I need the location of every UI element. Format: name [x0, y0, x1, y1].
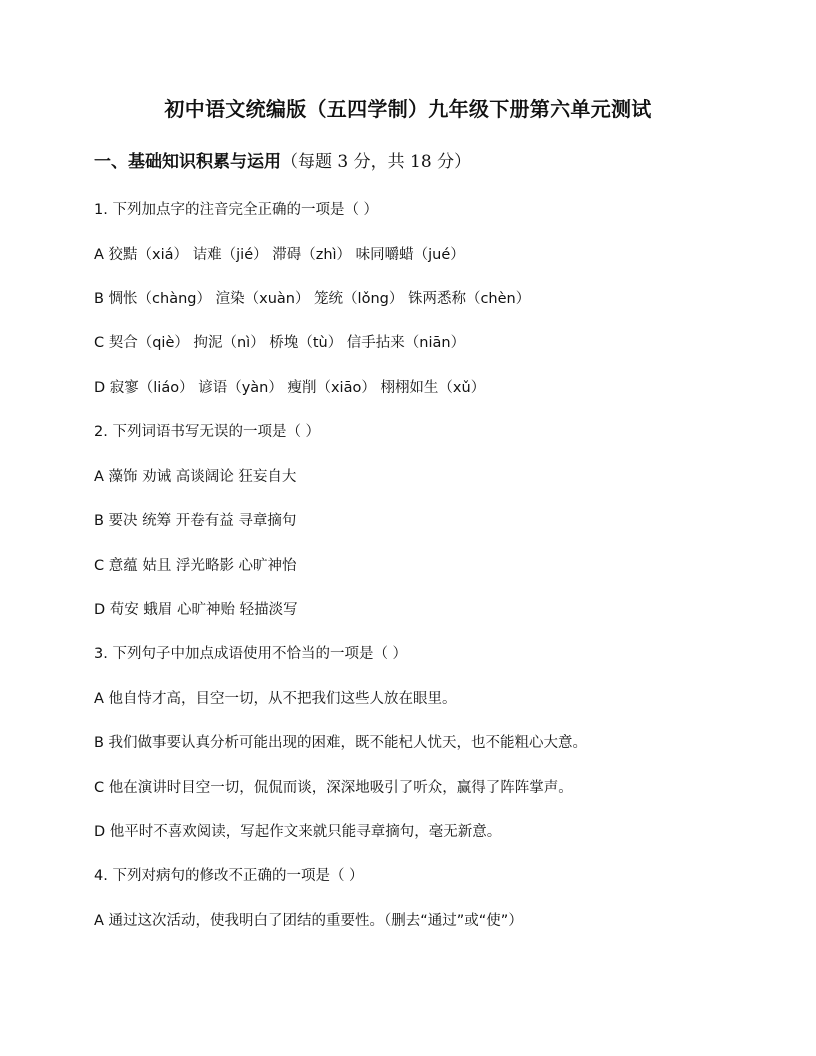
question-1-option-a: A 狡黠（xiá） 诘难（jié） 滞碍（zhì） 味同嚼蜡（jué） [94, 247, 465, 263]
question-2-option-d: D 苟安 蛾眉 心旷神贻 轻描淡写 [94, 602, 298, 618]
section-heading-text: 一、基础知识积累与运用 [94, 152, 281, 172]
question-3-option-a: A 他自恃才高，目空一切，从不把我们这些人放在眼里。 [94, 691, 457, 707]
question-1-option-d: D 寂寥（liáo） 谚语（yàn） 瘦削（xiāo） 栩栩如生（xǔ） [94, 380, 486, 396]
question-1-option-c: C 契合（qiè） 拘泥（nì） 桥堍（tù） 信手拈来（niān） [94, 335, 466, 351]
question-1-stem: 1. 下列加点字的注音完全正确的一项是（ ） [94, 202, 379, 218]
question-4-stem: 4. 下列对病句的修改不正确的一项是（ ） [94, 868, 364, 884]
question-2-option-b: B 要决 统筹 开卷有益 寻章摘句 [94, 513, 297, 529]
question-2-option-a: A 藻饰 劝诫 高谈阔论 狂妄自大 [94, 469, 297, 485]
question-1-option-b: B 惆怅（chàng） 渲染（xuàn） 笼统（lǒng） 铢两悉称（chèn） [94, 291, 531, 307]
document-title: 初中语文统编版（五四学制）九年级下册第六单元测试 [164, 97, 652, 121]
section-heading [94, 150, 471, 174]
question-2-stem: 2. 下列词语书写无误的一项是（ ） [94, 424, 321, 440]
section-score-note: （每题 3 分，共 18 分） [281, 152, 472, 172]
question-2-option-c: C 意蕴 姑且 浮光略影 心旷神怡 [94, 558, 297, 574]
question-3-option-b: B 我们做事要认真分析可能出现的困难，既不能杞人忧天，也不能粗心大意。 [94, 735, 588, 751]
question-4-option-a: A 通过这次活动，使我明白了团结的重要性。（删去“通过”或“使”） [94, 913, 523, 929]
question-3-option-d: D 他平时不喜欢阅读，写起作文来就只能寻章摘句，毫无新意。 [94, 824, 502, 840]
question-3-stem: 3. 下列句子中加点成语使用不恰当的一项是（ ） [94, 646, 408, 662]
question-3-option-c: C 他在演讲时目空一切，侃侃而谈，深深地吸引了听众，赢得了阵阵掌声。 [94, 780, 573, 796]
